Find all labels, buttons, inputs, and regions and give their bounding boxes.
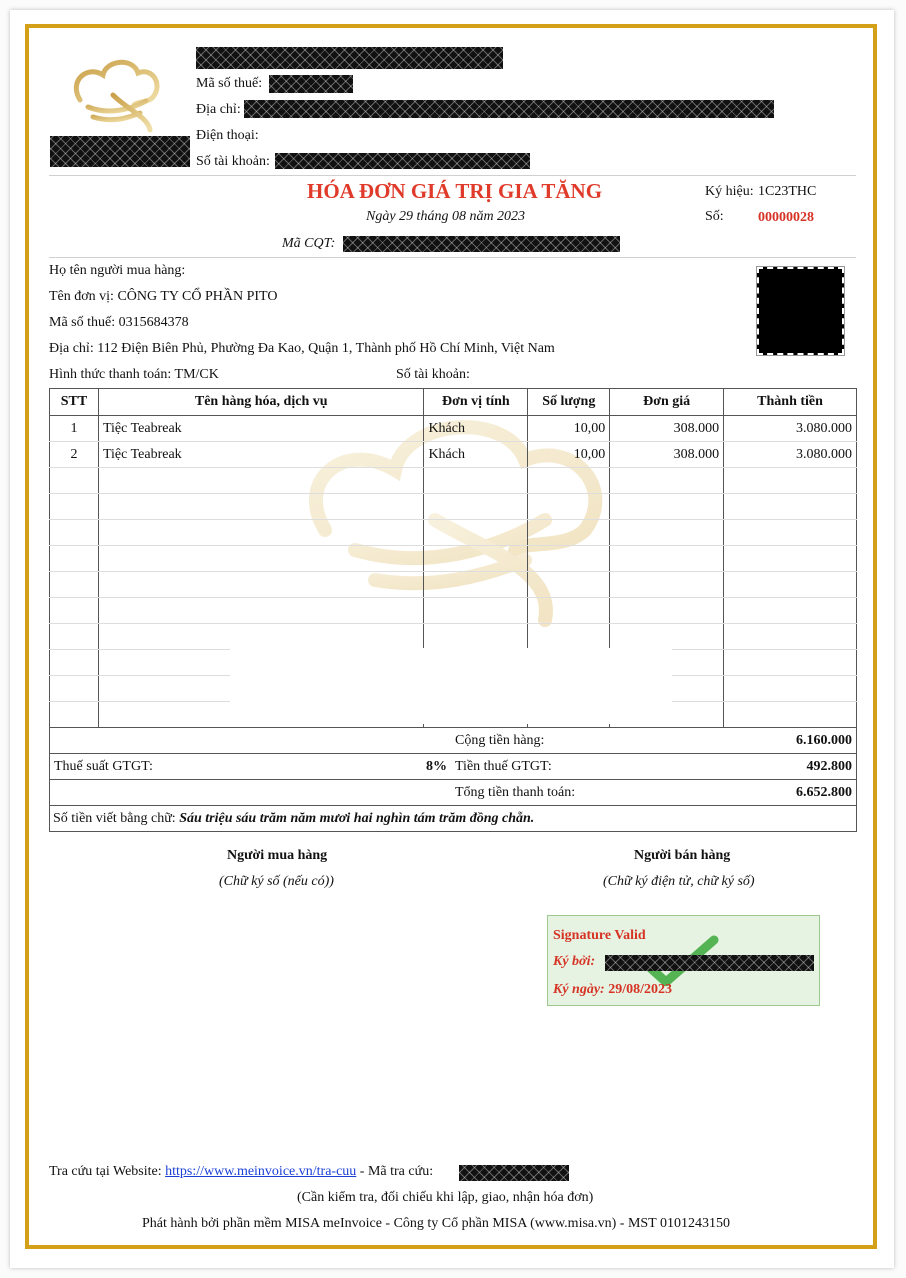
seller-account-redaction (275, 153, 530, 169)
seller-tax-label: Mã số thuế: (196, 76, 263, 91)
buyer-signature-note: (Chữ ký số (nếu có)) (219, 874, 334, 889)
seller-name-redaction (196, 47, 503, 69)
company-name-redaction (50, 136, 190, 167)
table-row-empty (50, 494, 857, 520)
cell-price: 308.000 (610, 416, 724, 442)
issuer-note: Phát hành bởi phần mềm MISA meInvoice - Công ty Cổ phần MISA (www.misa.vn) - MST 0101243150 (142, 1216, 730, 1231)
table-row-empty (50, 520, 857, 546)
table-row (50, 442, 857, 468)
qr-code-redaction (757, 267, 844, 355)
title-divider (49, 257, 856, 258)
table-row-empty (50, 598, 857, 624)
payment-method-label: Hình thức thanh toán: (49, 367, 172, 382)
cell-name: Tiệc Teabreak (98, 416, 423, 442)
total-row (49, 780, 857, 806)
total-label: Tổng tiền thanh toán: (455, 785, 576, 800)
table-row-empty (50, 572, 857, 598)
buyer-unit-value: CÔNG TY CỔ PHẦN PITO (117, 289, 278, 304)
cell-unit: Khách (424, 416, 528, 442)
table-row-empty (50, 624, 857, 650)
vat-label: Tiền thuế GTGT: (455, 759, 552, 774)
vat-row (49, 754, 857, 780)
invoice-date: Ngày 29 tháng 08 năm 2023 (366, 209, 526, 224)
seller-address-label: Địa chỉ: (196, 102, 241, 117)
col-header-qty: Số lượng (528, 389, 610, 416)
cell-amount: 3.080.000 (724, 416, 857, 442)
cell-amount: 3.080.000 (724, 442, 857, 468)
buyer-tax-value: 0315684378 (118, 315, 189, 330)
vat-rate-label: Thuế suất GTGT: (54, 759, 153, 774)
buyer-name-label: Họ tên người mua hàng: (49, 263, 186, 278)
cell-qty: 10,00 (528, 442, 610, 468)
seller-phone-label: Điện thoại: (196, 128, 259, 143)
cell-stt: 1 (50, 416, 99, 442)
cqt-label: Mã CQT: (282, 236, 336, 251)
buyer-unit-label: Tên đơn vị: (49, 289, 114, 304)
check-note: (Cần kiểm tra, đối chiếu khi lập, giao, nhận hóa đơn) (297, 1190, 594, 1205)
subtotal-label: Cộng tiền hàng: (455, 733, 545, 748)
buyer-tax (49, 315, 189, 331)
lookup-code-redaction (459, 1165, 569, 1181)
table-header-row (50, 389, 857, 416)
buyer-unit (49, 289, 277, 305)
lookup-code-label: - Mã tra cứu: (359, 1164, 434, 1179)
buyer-signature-title: Người mua hàng (227, 848, 328, 863)
signed-date-label: Ký ngày: (553, 982, 605, 997)
cell-name: Tiệc Teabreak (98, 442, 423, 468)
symbol-label: Ký hiệu: (705, 184, 754, 199)
signed-date (553, 982, 672, 998)
seller-tax-redaction (269, 75, 353, 93)
signed-by-label: Ký bởi: (553, 954, 596, 969)
table-row-empty (50, 468, 857, 494)
lookup-prefix: Tra cứu tại Website: (49, 1164, 162, 1179)
cell-unit: Khách (424, 442, 528, 468)
seller-signature-title: Người bán hàng (634, 848, 731, 863)
signature-valid-label: Signature Valid (553, 928, 646, 943)
total-value: 6.652.800 (796, 785, 852, 800)
amount-words (53, 811, 534, 827)
buyer-account-label: Số tài khoản: (396, 367, 470, 382)
chef-hat-logo (68, 55, 163, 135)
subtotal-value: 6.160.000 (796, 733, 852, 748)
seller-address-redaction (244, 100, 774, 118)
cell-stt: 2 (50, 442, 99, 468)
digital-signature-box[interactable] (547, 915, 820, 1006)
cell-qty: 10,00 (528, 416, 610, 442)
cell-price: 308.000 (610, 442, 724, 468)
symbol-value: 1C23THC (758, 184, 817, 199)
signed-date-value: 29/08/2023 (608, 982, 672, 997)
col-header-amount: Thành tiền (724, 389, 857, 416)
number-value: 00000028 (758, 210, 814, 225)
invoice-title: HÓA ĐƠN GIÁ TRỊ GIA TĂNG (307, 179, 603, 203)
col-header-stt: STT (50, 389, 99, 416)
table-row-empty (50, 546, 857, 572)
payment-method-value: TM/CK (174, 367, 219, 382)
amount-words-label: Số tiền viết bằng chữ: (53, 811, 176, 826)
col-header-name: Tên hàng hóa, dịch vụ (98, 389, 423, 416)
payment-method (49, 367, 219, 383)
signed-by-redaction (605, 955, 814, 971)
buyer-tax-label: Mã số thuế: (49, 315, 116, 330)
col-header-unit: Đơn vị tính (424, 389, 528, 416)
seller-account-label: Số tài khoản: (196, 154, 270, 169)
seller-signature-note: (Chữ ký điện tử, chữ ký số) (603, 874, 755, 889)
header-divider (49, 175, 856, 176)
buyer-address-value: 112 Điện Biên Phủ, Phường Đa Kao, Quận 1, Thành phố Hồ Chí Minh, Việt Nam (97, 341, 555, 356)
cqt-redaction (343, 236, 620, 252)
subtotal-row (49, 728, 857, 754)
vat-value: 492.800 (806, 759, 852, 774)
vat-rate-value: 8% (426, 759, 447, 774)
table-whiteout-patch (230, 648, 672, 724)
buyer-address-label: Địa chỉ: (49, 341, 94, 356)
buyer-address (49, 341, 555, 357)
lookup-line (49, 1164, 433, 1180)
table-row (50, 416, 857, 442)
amount-words-row (49, 806, 857, 832)
col-header-price: Đơn giá (610, 389, 724, 416)
lookup-link[interactable]: https://www.meinvoice.vn/tra-cuu (165, 1164, 357, 1179)
number-label: Số: (705, 209, 724, 224)
amount-words-value: Sáu triệu sáu trăm năm mươi hai nghìn tám trăm đồng chẵn. (179, 811, 535, 826)
